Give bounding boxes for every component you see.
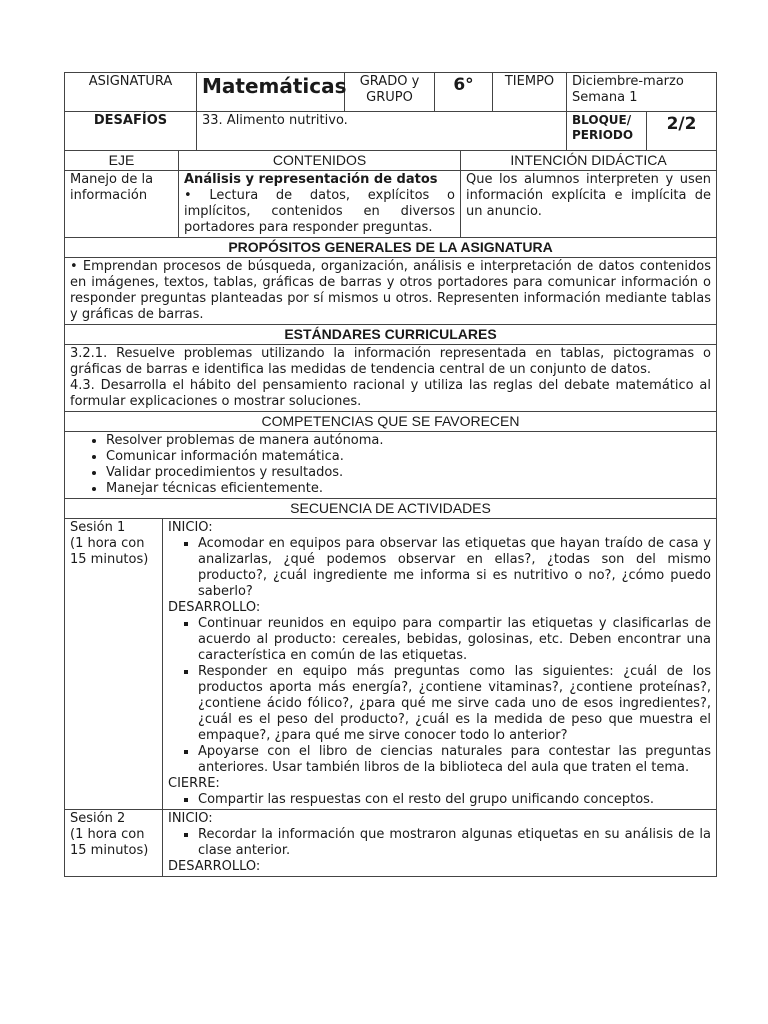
bloque-value: 2/2: [647, 112, 717, 151]
contenidos-title: Análisis y representación de datos: [184, 172, 438, 187]
contenidos-body: • Lectura de datos, explícitos o implícitos, contenidos en diversos portadores para responder preguntas.: [184, 188, 455, 235]
list-item: • Resolver problemas de manera autónoma.: [106, 433, 711, 449]
list-item: ▪ Compartir las respuestas con el resto del grupo unificando conceptos.: [198, 792, 711, 808]
desarrollo-label: DESARROLLO:: [168, 600, 261, 615]
inicio-list: [168, 536, 711, 600]
inicio-list: [168, 827, 711, 859]
sesion-1-duration: (1 hora con 15 minutos): [70, 536, 149, 567]
tiempo-value-line1: Diciembre-marzo: [572, 74, 684, 89]
cierre-label: CIERRE:: [168, 776, 220, 791]
sesion-2-label: Sesión 2: [70, 811, 126, 826]
secuencia-title: SECUENCIA DE ACTIVIDADES: [65, 499, 717, 519]
intencion-value: Que los alumnos interpreten y usen información explícita e implícita de un anuncio.: [461, 171, 717, 238]
list-item: ▪ Apoyarse con el libro de ciencias naturales para contestar las preguntas anteriores. Usar también libros de la biblioteca del aula que traten el tema.: [198, 744, 711, 776]
contenidos-cell: [179, 171, 461, 238]
lesson-plan-document: [64, 72, 716, 877]
estandares-body: [65, 345, 717, 412]
propositos-title: PROPÓSITOS GENERALES DE LA ASIGNATURA: [65, 238, 717, 258]
sesion-1-label-cell: [65, 519, 163, 810]
eje-table: [64, 150, 717, 238]
list-item: ▪ Acomodar en equipos para observar las etiquetas que hayan traído de casa y analizarlas, ¿qué podemos observar en ellas?, ¿todas son del mismo producto?, ¿cuál ingrediente me informa si es nutritivo o no?, ¿cómo puedo saberlo?: [198, 536, 711, 600]
cierre-list: [168, 792, 711, 808]
asignatura-label: ASIGNATURA: [65, 73, 197, 112]
tiempo-label: TIEMPO: [493, 73, 567, 112]
col-intencion-header: INTENCIÓN DIDÁCTICA: [461, 151, 717, 171]
grado-label: GRADO y GRUPO: [345, 73, 435, 112]
desarrollo-label: DESARROLLO:: [168, 859, 261, 874]
grado-value: 6°: [435, 73, 493, 112]
list-item: • Validar procedimientos y resultados.: [106, 465, 711, 481]
sesion-2-label-cell: [65, 810, 163, 877]
inicio-label: INICIO:: [168, 811, 213, 826]
estandar-item: 3.2.1. Resuelve problemas utilizando la información representada en tablas, pictogramas o gráficas de barras e identifica las medidas de tendencia central de un conjunto de datos.: [70, 346, 711, 377]
tiempo-value-line2: Semana 1: [572, 90, 638, 105]
sesion-2-row: [65, 810, 717, 877]
eje-value: Manejo de la información: [65, 171, 179, 238]
competencias-list: [70, 433, 711, 497]
sesion-2-activities: [163, 810, 717, 877]
bloque-label: BLOQUE/ PERIODO: [567, 112, 647, 151]
competencias-title: COMPETENCIAS QUE SE FAVORECEN: [65, 412, 717, 432]
sesion-2-duration: (1 hora con 15 minutos): [70, 827, 149, 858]
asignatura-value: Matemáticas: [197, 73, 345, 112]
list-item: • Manejar técnicas eficientemente.: [106, 481, 711, 497]
desafios-label: DESAFÍOS: [65, 112, 197, 151]
header-table: [64, 72, 717, 151]
sesion-1-row: [65, 519, 717, 810]
estandar-item: 4.3. Desarrolla el hábito del pensamiento racional y utiliza las reglas del debate matemático al formular explicaciones o mostrar soluciones.: [70, 378, 711, 409]
col-contenidos-header: CONTENIDOS: [179, 151, 461, 171]
list-item: • Comunicar información matemática.: [106, 449, 711, 465]
desafios-value: 33. Alimento nutritivo.: [197, 112, 567, 151]
main-table: [64, 237, 717, 877]
inicio-label: INICIO:: [168, 520, 213, 535]
list-item: ▪ Recordar la información que mostraron algunas etiquetas en su análisis de la clase anterior.: [198, 827, 711, 859]
desarrollo-list: [168, 616, 711, 776]
col-eje-header: EJE: [65, 151, 179, 171]
list-item: ▪ Continuar reunidos en equipo para compartir las etiquetas y clasificarlas de acuerdo al producto: cereales, bebidas, golosinas, etc. Deben encontrar una característica en común de las etiquetas.: [198, 616, 711, 664]
list-item: ▪ Responder en equipo más preguntas como las siguientes: ¿cuál de los productos aporta más energía?, ¿contiene vitaminas?, ¿contiene proteínas?, ¿contiene ácido fólico?, ¿para qué me sirve cada uno de esos ingredientes?, ¿cuál es el peso del producto?, ¿cuál es la medida de peso que muestra el empaque?, ¿para qué me sirve conocer todo lo anterior?: [198, 664, 711, 744]
sesion-1-activities: [163, 519, 717, 810]
tiempo-value: [567, 73, 717, 112]
competencias-body: [65, 432, 717, 499]
sesion-1-label: Sesión 1: [70, 520, 126, 535]
propositos-body: • Emprendan procesos de búsqueda, organización, análisis e interpretación de datos contenidos en imágenes, textos, tablas, gráficas de barras y otros portadores para comunicar información o responder preguntas planteadas por sí mismos u otros. Representen información mediante tablas y gráficas de barras.: [65, 258, 717, 325]
estandares-title: ESTÁNDARES CURRICULARES: [65, 325, 717, 345]
